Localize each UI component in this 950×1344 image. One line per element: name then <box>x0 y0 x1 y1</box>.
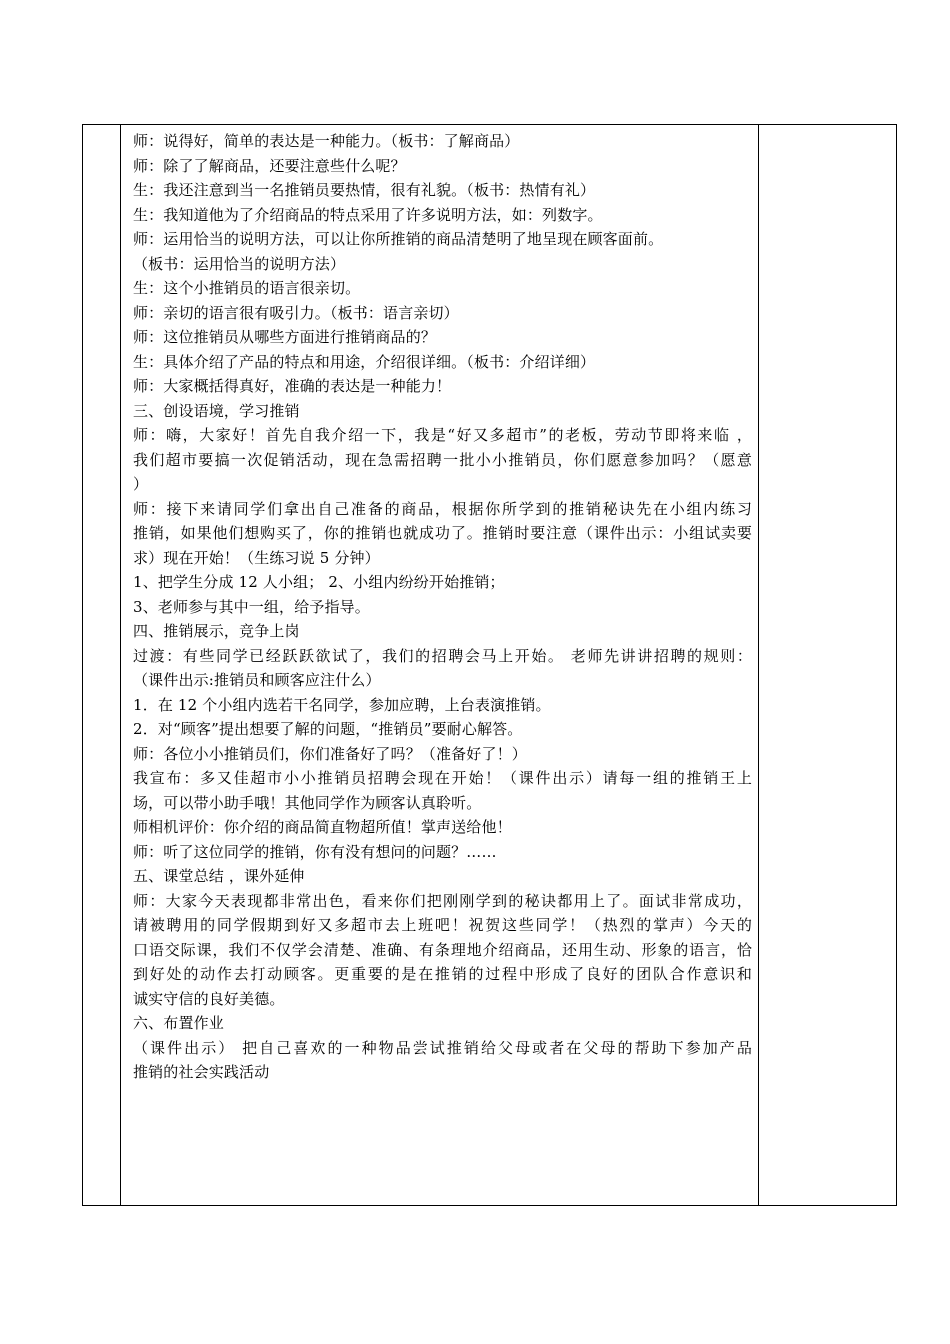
text-line: 推销，如果他们想购买了，你的推销也就成功了。推销时要注意（课件出示：小组试卖要 <box>133 524 752 542</box>
text-line: 师：各位小小推销员们，你们准备好了吗？（准备好了！） <box>133 744 527 763</box>
table-main-column <box>121 125 760 1205</box>
section-heading: 三、创设语境，学习推销 <box>133 401 300 420</box>
text-line: 师：听了这位同学的推销，你有没有想问的问题？…… <box>133 842 497 861</box>
text-line: 请被聘用的同学假期到好又多超市去上班吧！祝贺这些同学！（热烈的掌声）今天的 <box>133 916 752 934</box>
text-line: 师：说得好，简单的表达是一种能力。（板书：了解商品） <box>133 132 520 150</box>
table-right-column <box>758 125 896 1205</box>
text-line: 师：大家今天表现都非常出色，看来你们把刚刚学到的秘诀都用上了。面试非常成功， <box>133 891 752 910</box>
list-item: 1、把学生分成 12 人小组； 2、小组内纷纷开始推销； <box>133 573 505 591</box>
text-line: 师相机评价：你介绍的商品简直物超所值！掌声送给他！ <box>133 818 512 836</box>
text-line: （板书：运用恰当的说明方法） <box>133 254 346 273</box>
list-item: 3、老师参与其中一组，给予指导。 <box>133 597 370 616</box>
text-line: 师：除了了解商品，还要注意些什么呢？ <box>133 156 406 175</box>
text-line: 诚实守信的良好美德。 <box>133 989 285 1008</box>
section-heading: 五、课堂总结 ，课外延伸 <box>133 867 305 885</box>
lesson-plan-table <box>82 124 897 1206</box>
section-heading: 六、布置作业 <box>133 1014 224 1032</box>
text-line: （课件出示） 把自己喜欢的一种物品尝试推销给父母或者在父母的帮助下参加产品 <box>133 1038 752 1057</box>
text-line: 到好处的动作去打动顾客。更重要的是在推销的过程中形成了良好的团队合作意识和 <box>133 965 752 983</box>
text-line: （课件出示:推销员和顾客应注什么） <box>133 671 381 689</box>
text-line: 生：具体介绍了产品的特点和用途，介绍很详细。（板书：介绍详细） <box>133 352 596 371</box>
text-line: 师：接下来请同学们拿出自己准备的商品，根据你所学到的推销秘诀先在小组内练习 <box>133 499 752 518</box>
text-line: 我们超市要搞一次促销活动，现在急需招聘一批小小推销员，你们愿意参加吗？（愿意 <box>133 450 752 469</box>
text-line: 我宣布：多又佳超市小小推销员招聘会现在开始！（课件出示）请每一组的推销王上 <box>133 769 752 787</box>
text-line: 推销的社会实践活动 <box>133 1063 270 1081</box>
text-line: 师：这位推销员从哪些方面进行推销商品的？ <box>133 328 437 346</box>
text-line: 过渡：有些同学已经跃跃欲试了，我们的招聘会马上开始。 老师先讲讲招聘的规则： <box>133 646 752 665</box>
text-line: 生：我还注意到当一名推销员要热情，很有礼貌。（板书：热情有礼） <box>133 181 596 199</box>
text-line: ） <box>133 475 149 493</box>
text-line: 师：嗨，大家好！首先自我介绍一下，我是“好又多超市”的老板，劳动节即将来临 ， <box>133 426 752 444</box>
list-item: 2．对“顾客”提出想要了解的问题，“推销员”要耐心解答。 <box>133 720 523 738</box>
text-line: 口语交际课，我们不仅学会清楚、准确、有条理地介绍商品，还用生动、形象的语言，恰 <box>133 940 752 959</box>
text-line: 生：这个小推销员的语言很亲切。 <box>133 279 361 297</box>
table-left-column <box>83 125 121 1205</box>
text-line: 求）现在开始！（生练习说 5 分钟） <box>133 548 380 567</box>
text-line: 师：运用恰当的说明方法，可以让你所推销的商品清楚明了地呈现在顾客面前。 <box>133 230 664 248</box>
list-item: 1．在 12 个小组内选若干名同学，参加应聘，上台表演推销。 <box>133 695 551 714</box>
text-line: 师：大家概括得真好，准确的表达是一种能力！ <box>133 377 452 395</box>
text-line: 生：我知道他为了介绍商品的特点采用了许多说明方法，如：列数字。 <box>133 205 603 224</box>
text-line: 师：亲切的语言很有吸引力。（板书：语言亲切） <box>133 303 459 322</box>
text-line: 场，可以带小助手哦！其他同学作为顾客认真聆听。 <box>133 793 482 812</box>
section-heading: 四、推销展示，竞争上岗 <box>133 622 300 640</box>
